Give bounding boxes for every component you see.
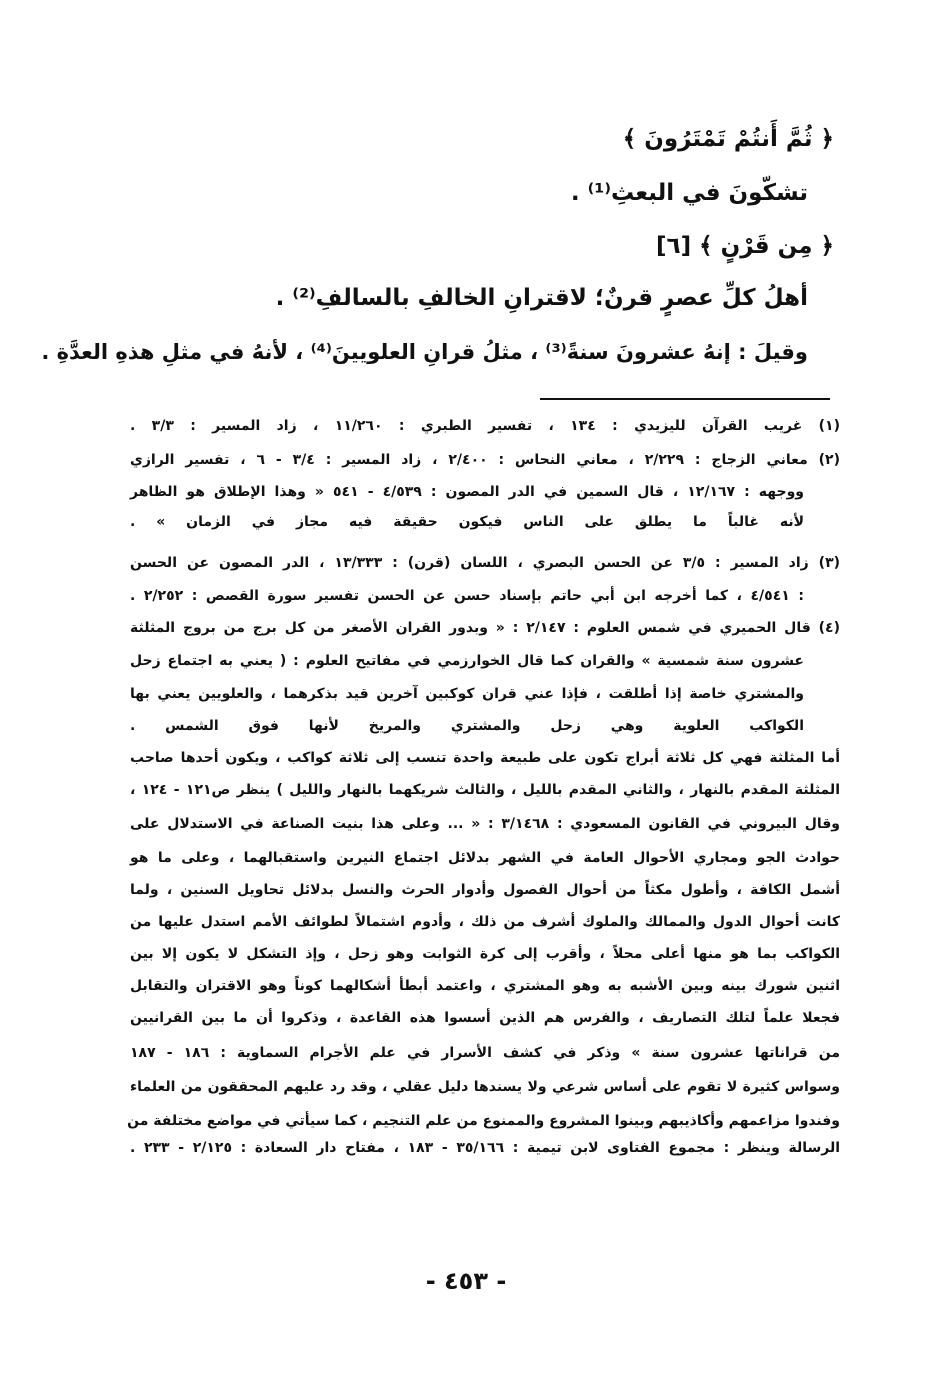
verse-line-1: ﴿ ثُمَّ أَنتُمْ تَمْتَرُونَ ﴾ [622,126,834,152]
footnote-line: ووجهه : ١٢/١٦٧ ، قال السمين في الدر المصون : ٤/٥٣٩ - ٥٤١ « وهذا الإطلاق هو الظاهر [130,484,805,500]
footnote-line: عشرون سنة شمسية » والقران كما قال الخوارزمي في مفاتيح العلوم : ( يعني به اجتماع زحل [130,653,804,669]
footnote-line: الكواكب بما هو منها أعلى محلاً ، وأقرب إلى كرة الثوابت وهو زحل ، وإذ التشكل لا يكون إلا بين [130,946,840,962]
footnote-line: (١) غريب القرآن لليزيدي : ١٣٤ ، تفسير الطبري : ١١/٢٦٠ ، زاد المسير : ٣/٣ . [130,418,840,434]
footnote-line: من قراناتها عشرون سنة » وذكر في كشف الأسرار في علم الأجرام السماوية : ١٨٦ - ١٨٧ [130,1045,841,1061]
footnote-line: : ٤/٥٤١ ، كما أخرجه ابن أبي حاتم بإسناد حسن عن الحسن تفسير سورة القصص : ٢/٢٥٢ . [130,588,804,604]
footnote-line: وسواس كثيرة لا تقوم على أساس شرعي ولا يسندها دليل عقلي ، وقد رد عليهم المحققون من العلماء [130,1079,840,1095]
footnote-line: المثلثة المقدم بالنهار ، والثاني المقدم بالليل ، والثالث شريكهما بالنهار والليل ) ينظر ص١٢١ - ١٢٤ ، [130,782,840,798]
text-line-5: وقيلَ : إنهُ عشرونَ سنةً⁽³⁾ ، مثلُ قرانِ العلويينَ⁽⁴⁾ ، لأنهُ في مثلِ هذهِ العدَّةِ . [41,340,808,364]
footnote-line: حوادث الجو ومجاري الأحوال العامة في الشهر بدلائل اجتماع النيرين واستقبالهما ، وعلى ما هو [130,850,840,866]
verse-line-3: ﴿ مِن قَرْنٍ ﴾ [٦] [656,233,834,259]
footnote-line: الرسالة وينظر : مجموع الفتاوى لابن تيمية : ٣٥/١٦٦ - ١٨٣ ، مفتاح دار السعادة : ٢/١٢٥ - ٢٣٣ . [130,1140,841,1156]
footnote-line: (٣) زاد المسير : ٣/٥ عن الحسن البصري ، اللسان (قرن) : ١٣/٣٣٣ ، الدر المصون عن الحسن [130,555,841,571]
footnote-line: والمشتري خاصة إذا أطلقت ، فإذا عني قران كوكبين آخرين قيد بذكرهما ، والعلويين يعني بها [130,686,804,702]
footnote-line: اثنين شورك بينه وبين الأشبه به وهو المشتري ، واعتمد أبطأ أشكالهما كوناً وهو الاقتران والتقابل [130,978,840,994]
page-number: - ٤٥٣ - [425,1267,507,1295]
footnote-line: أما المثلثة فهي كل ثلاثة أبراج تكون على طبيعة واحدة تنسب إلى ثلاثة كواكب ، ويكون أحدها صاحب [130,750,840,766]
footnote-line: الكواكب العلوية وهي زحل والمشتري والمريخ لأنها فوق الشمس . [130,718,804,734]
footnote-line: وفندوا مزاعمهم وأكاذيبهم وبينوا المشروع والممنوع من علم التنجيم ، كما سيأتي في مواضع مختلفة من [127,1113,840,1129]
text-line-2: تشكّونَ في البعثِ⁽¹⁾ . [570,180,808,206]
footnote-line: أشمل الكافة ، وأطول مكثاً من أحوال الفصول وأدوار الحرث والنسل بدلائل تحاويل السنين ، ولما [130,882,840,898]
footnote-line: لأنه غالباً ما يطلق على الناس فيكون حقيقة فيه مجاز في الزمان » . [130,514,804,530]
footnote-line: (٤) قال الحميري في شمس العلوم : ٢/١٤٧ : « وبدور القران الأصغر من كل برج من بروج المثلثة [130,620,840,636]
text-line-4: أهلُ كلِّ عصرٍ قرنٌ؛ لاقترانِ الخالفِ بالسالفِ⁽²⁾ . [275,285,808,311]
footnote-line: وقال البيروني في القانون المسعودي : ٣/١٤٦٨ : « ... وعلى هذا بنيت الصناعة في الاستدلال على [130,816,840,832]
footnote-line: كانت أحوال الدول والممالك والملوك أشرف من ذلك ، وأدوم اشتمالاً لطوائف الأمم استدل عليها من [130,914,840,930]
footnote-line: فجعلا علماً لتلك التصاريف ، والفرس هم الذين أسسوا هذه القاعدة ، وذكروا أن ما بين القرانيين [130,1010,840,1026]
footnote-separator [540,398,830,400]
footnote-line: (٢) معاني الزجاج : ٢/٢٢٩ ، معاني النحاس : ٢/٤٠٠ ، زاد المسير : ٣/٤ - ٦ ، تفسير الرازي [130,452,840,468]
